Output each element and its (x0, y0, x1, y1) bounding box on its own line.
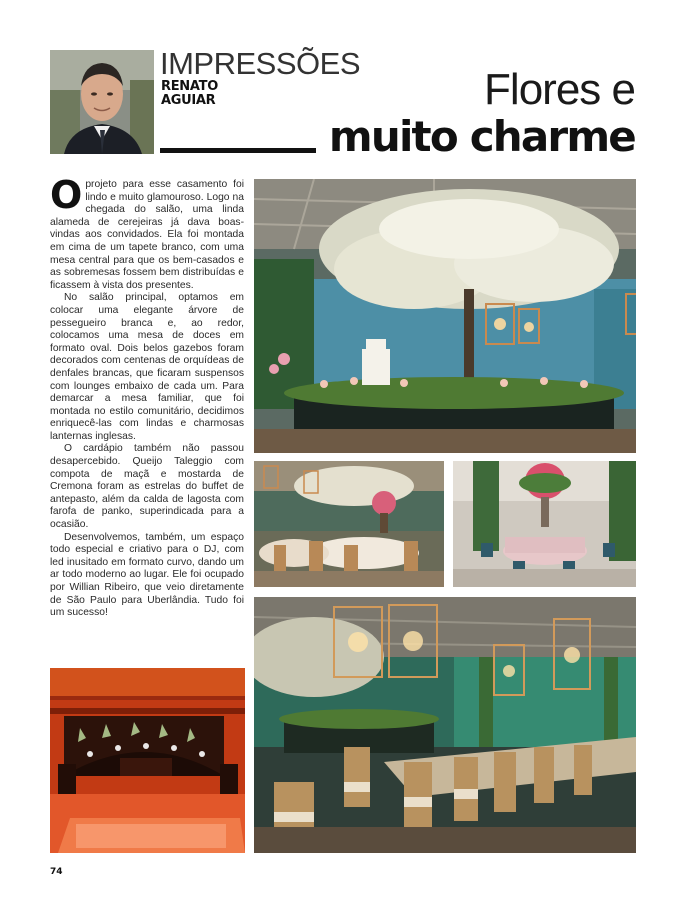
page-number: 74 (50, 867, 63, 877)
author-last-name: AGUIAR (161, 93, 216, 108)
article-title-line2: muito charme (328, 112, 635, 161)
paragraph (50, 173, 244, 292)
article-body (50, 173, 244, 620)
dropcap: O (50, 173, 83, 217)
paragraph: O cardápio também não passou desapercebido. Queijo Taleggio com compota de maçã e mostarda de Cremona foram as estrelas do buffet de antepasto, além da calda de lagosta com farofa de panko, superindicada para a ocasião. (50, 443, 244, 531)
cherry-tree-photo (254, 179, 636, 453)
article-title-line1: Flores e (484, 65, 635, 114)
author-name (161, 80, 218, 108)
paragraph-text: projeto para esse casamento foi lindo e muito glamouroso. Logo na chegada do salão, uma linda alameda de cerejeiras já dava boas-vindas aos convidados. Ela foi montada em cima de um tapete branco, com uma mesa central para que os bem-casados e as sobremesas fossem bem distribuídas e ficassem à vista dos presentes. (50, 179, 244, 291)
header-rule (160, 148, 316, 153)
reception-tables-photo (254, 461, 444, 587)
column-label: IMPRESSÕES (160, 46, 360, 81)
author-first-name: RENATO (161, 79, 218, 94)
author-portrait (50, 50, 154, 154)
paragraph: No salão principal, optamos em colocar uma elegante árvore de pessegueiro branca e, ao redor, colocamos uma mesa de doces em formato oval. Dois belos gazebos foram decorados com centenas de orquídeas de denfales brancas, que ficaram suspensos com lounges embaixo de cada um. Para demarcar a mesa familiar, que foi montada no estilo comunitário, decidimos enriquecê-las com lindas e charmosas lanternas inglesas. (50, 292, 244, 442)
dj-booth-photo (50, 668, 245, 853)
lounge-gazebo-photo (453, 461, 636, 587)
family-table-photo (254, 597, 636, 853)
paragraph: Desenvolvemos, também, um espaço todo especial e criativo para o DJ, com led inusitado em formato curvo, dando um ar todo moderno ao lugar. Ele foi ocupado por Willian Ribeiro, que veio diretamente de São Paulo para Uberlândia. Tudo foi um sucesso! (50, 531, 244, 619)
